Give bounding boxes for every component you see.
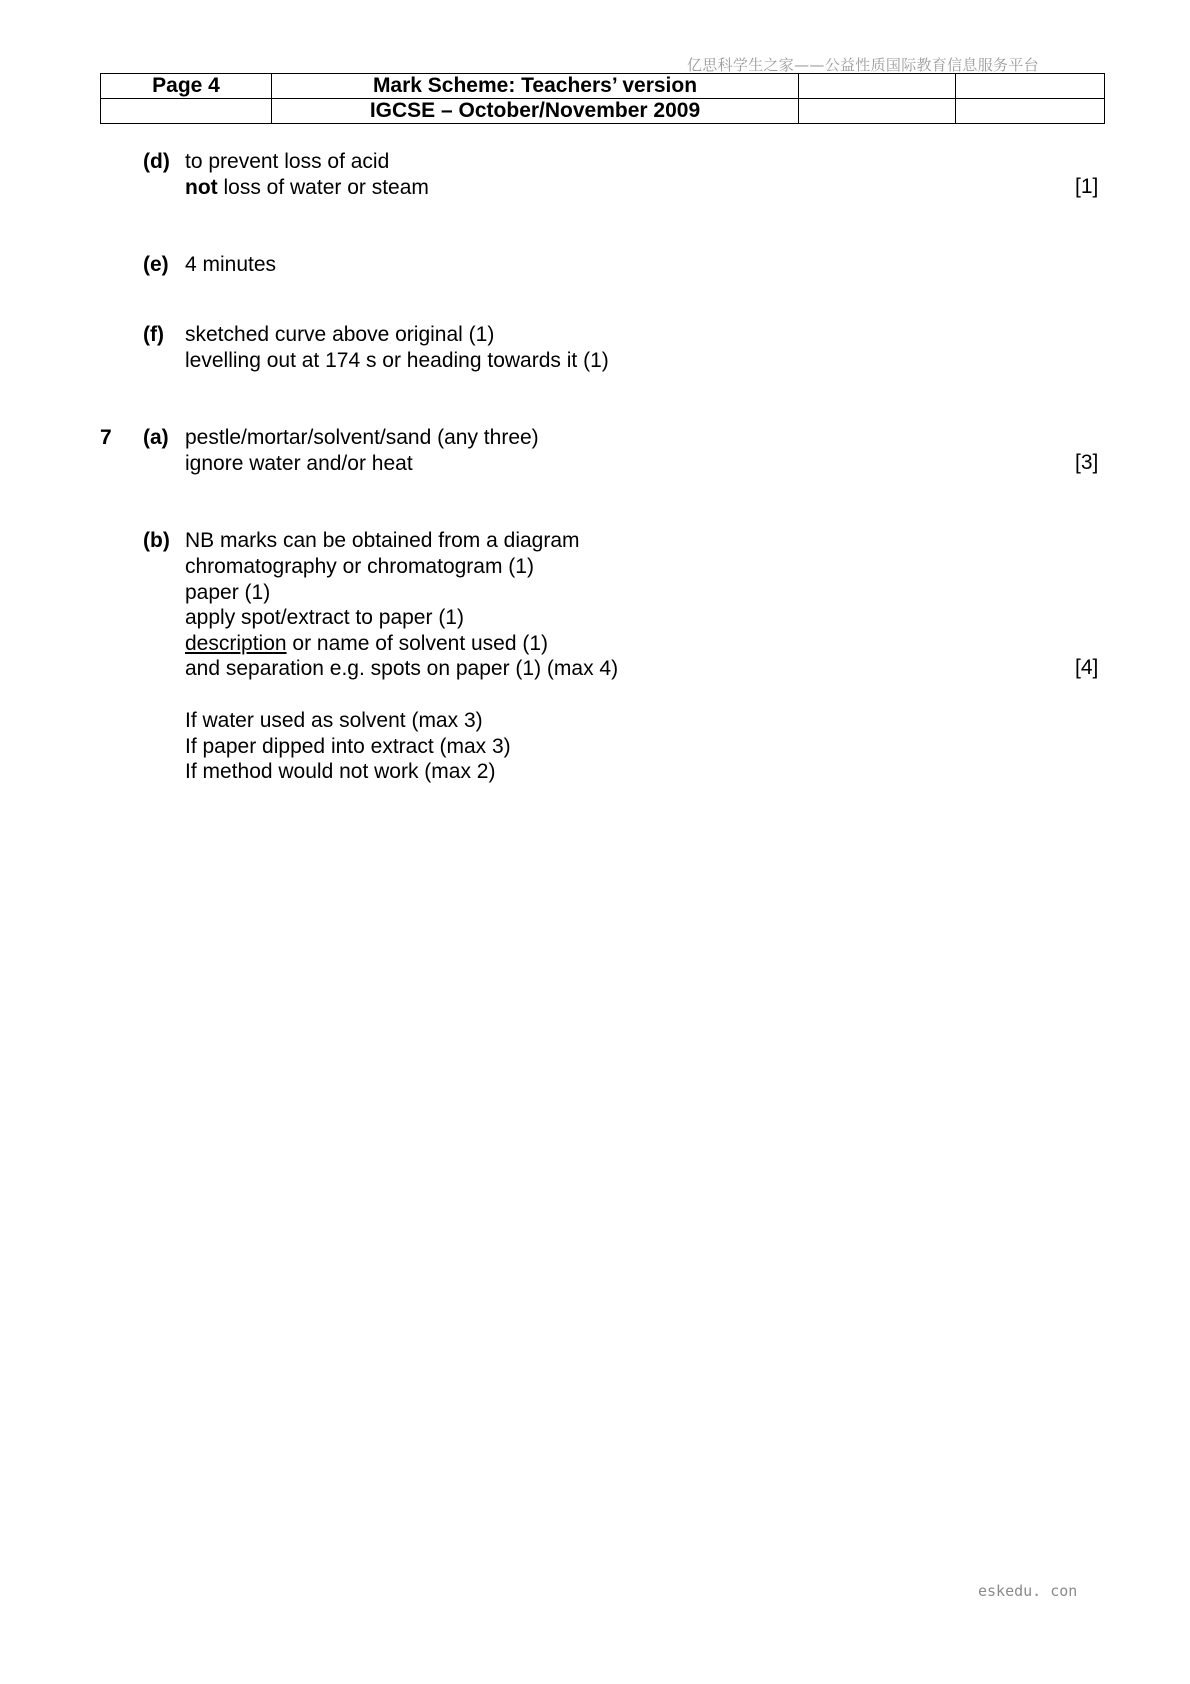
page-number: Page 4 [101,74,272,99]
answer-line [185,175,429,201]
mark-allocation: [3] [1075,451,1099,474]
answer-line: chromatography or chromatogram (1) [185,555,534,578]
answer-line: sketched curve above original (1) [185,323,495,346]
mark-allocation: [1] [1075,175,1099,198]
answer-line: 4 minutes [185,253,277,276]
part-label-d: (d) [143,150,170,173]
guidance-line: If paper dipped into extract (max 3) [185,735,511,758]
part-label-a: (a) [143,426,169,449]
answer-line: levelling out at 174 s or heading towards it (1) [185,349,609,372]
footer-watermark: eskedu. con [978,1582,1078,1600]
answer-line: paper (1) [185,581,271,604]
bold-word: not [185,176,218,199]
header-empty-cell [956,99,1105,124]
answer-text: loss of water or steam [217,176,429,199]
part-label-e: (e) [143,253,169,276]
answer-text: or name of solvent used (1) [286,632,549,655]
answer-line: NB marks can be obtained from a diagram [185,529,580,552]
answer-line: and separation e.g. spots on paper (1) (max 4) [185,657,619,680]
exam-session: IGCSE – October/November 2009 [272,99,799,124]
answer-line: ignore water and/or heat [185,452,413,475]
answer-line: to prevent loss of acid [185,150,390,173]
header-empty-cell [799,99,956,124]
underlined-word: description [185,632,287,655]
mark-allocation: [4] [1075,656,1099,679]
guidance-line: If water used as solvent (max 3) [185,709,483,732]
header-empty-cell [101,99,272,124]
answer-line: apply spot/extract to paper (1) [185,606,464,629]
header-table [100,73,1105,124]
answer-line: pestle/mortar/solvent/sand (any three) [185,426,539,449]
guidance-line: If method would not work (max 2) [185,760,496,783]
question-number: 7 [100,426,112,449]
part-label-b: (b) [143,529,170,552]
part-label-f: (f) [143,323,164,346]
watermark-text: 亿思科学生之家——公益性质国际教育信息服务平台 [687,56,1039,74]
header-empty-cell [956,74,1105,99]
document-title: Mark Scheme: Teachers’ version [272,74,799,99]
header-empty-cell [799,74,956,99]
answer-line [185,631,548,657]
